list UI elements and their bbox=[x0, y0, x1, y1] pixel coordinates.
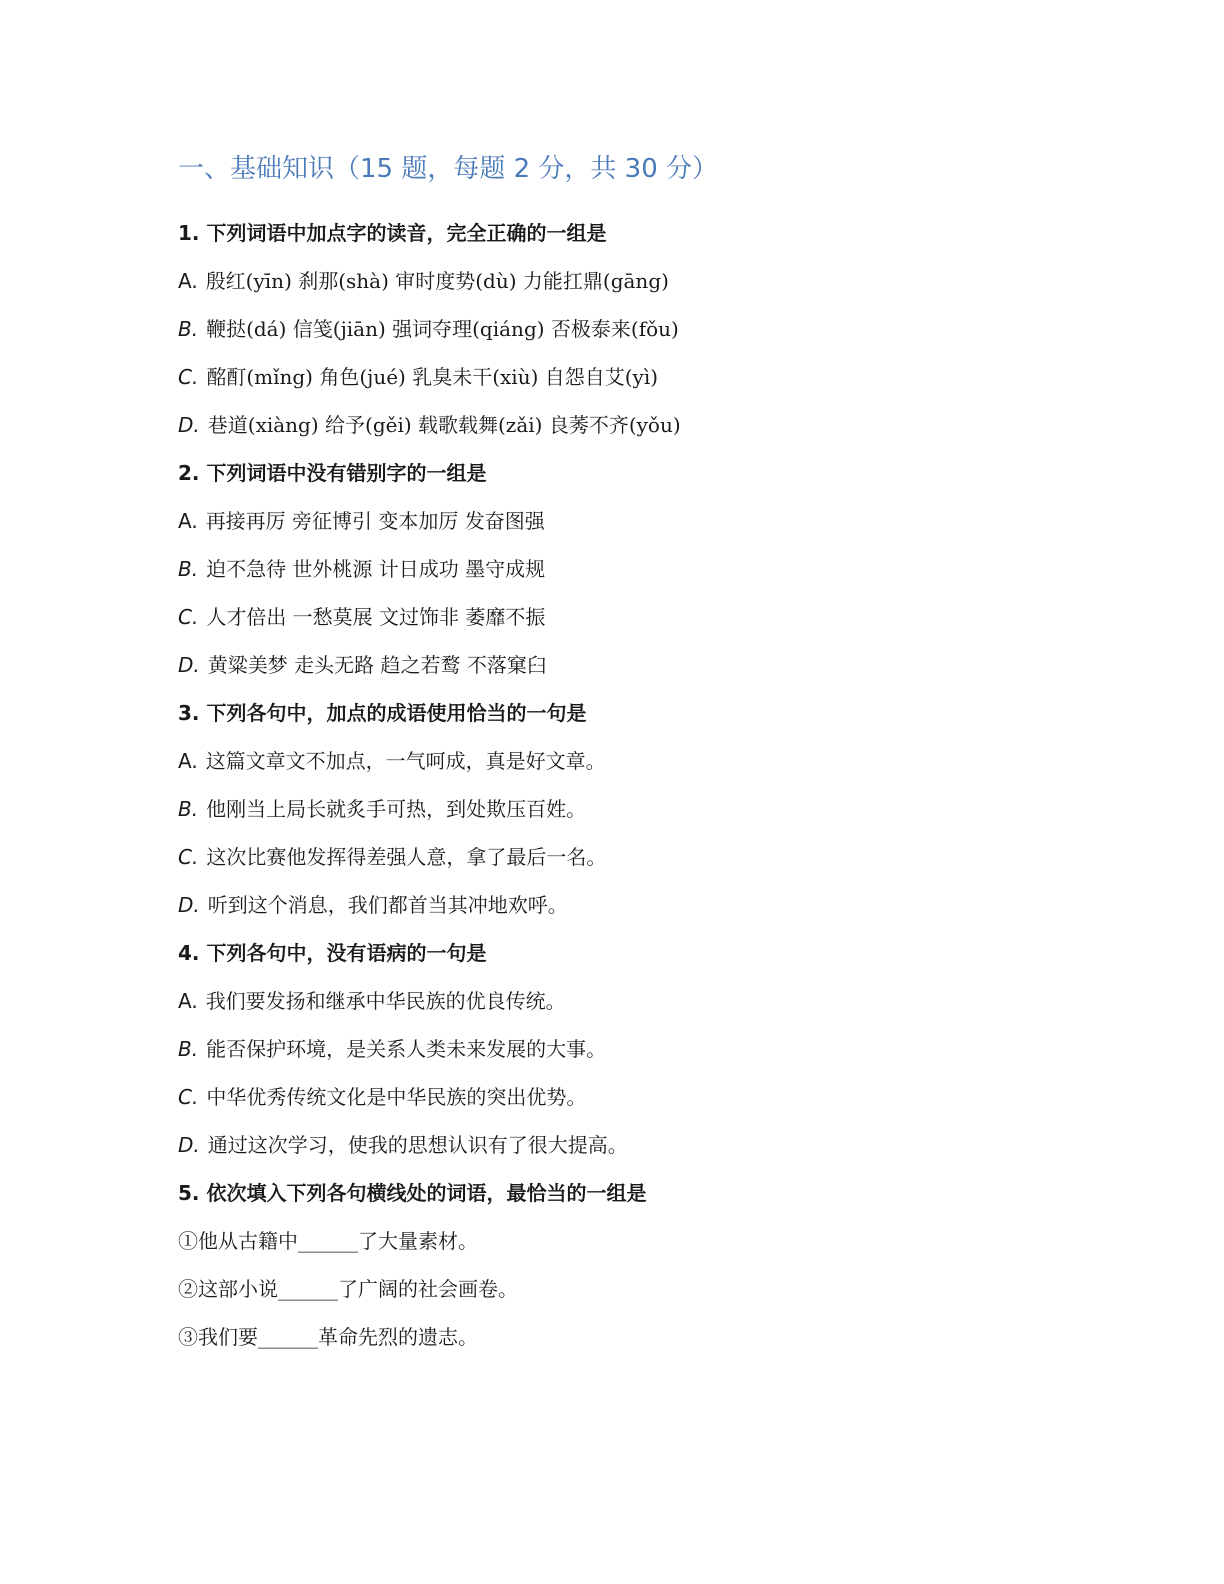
option-letter: C. bbox=[178, 1085, 199, 1109]
option-b bbox=[178, 312, 1078, 346]
option-text: 殷红(yīn) 刹那(shà) 审时度势(dù) 力能扛鼎(gāng) bbox=[205, 269, 669, 293]
option-b bbox=[178, 792, 1078, 826]
option-letter: C. bbox=[178, 365, 199, 389]
option-text: 酩酊(mǐng) 角色(jué) 乳臭未干(xiù) 自怨自艾(yì) bbox=[206, 365, 659, 389]
option-letter: B. bbox=[178, 557, 199, 581]
option-letter: C. bbox=[178, 845, 199, 869]
option-text: 中华优秀传统文化是中华民族的突出优势。 bbox=[206, 1085, 587, 1109]
option-d bbox=[178, 1128, 1078, 1162]
option-text: 迫不急待 世外桃源 计日成功 墨守成规 bbox=[206, 557, 546, 581]
option-letter: D. bbox=[178, 1133, 200, 1157]
fill-blank-sentence-2: ②这部小说______了广阔的社会画卷。 bbox=[178, 1277, 518, 1301]
option-b bbox=[178, 552, 1078, 586]
option-text: 听到这个消息，我们都首当其冲地欢呼。 bbox=[207, 893, 568, 917]
option-letter: C. bbox=[178, 605, 199, 629]
question-1 bbox=[178, 216, 1078, 442]
question-title: 4. 下列各句中，没有语病的一句是 bbox=[178, 941, 487, 965]
option-text: 人才倍出 一愁莫展 文过饰非 萎靡不振 bbox=[206, 605, 546, 629]
option-a bbox=[178, 264, 1078, 298]
section-title: 一、基础知识（15 题，每题 2 分，共 30 分） bbox=[178, 154, 719, 184]
option-c bbox=[178, 600, 1078, 634]
fill-blank-sentence-1: ①他从古籍中______了大量素材。 bbox=[178, 1229, 478, 1253]
question-title: 2. 下列词语中没有错别字的一组是 bbox=[178, 461, 487, 485]
option-letter: B. bbox=[178, 1037, 199, 1061]
option-text: 通过这次学习，使我的思想认识有了很大提高。 bbox=[207, 1133, 628, 1157]
option-letter: B. bbox=[178, 317, 199, 341]
fill-blank-sentence-3: ③我们要______革命先烈的遗志。 bbox=[178, 1325, 478, 1349]
option-text: 他刚当上局长就炙手可热，到处欺压百姓。 bbox=[206, 797, 587, 821]
question-5 bbox=[178, 1176, 1078, 1354]
option-letter: D. bbox=[178, 413, 200, 437]
question-3 bbox=[178, 696, 1078, 922]
option-letter: D. bbox=[178, 893, 200, 917]
option-letter: A. bbox=[178, 989, 198, 1013]
question-title: 3. 下列各句中，加点的成语使用恰当的一句是 bbox=[178, 701, 587, 725]
option-text: 再接再厉 旁征博引 变本加厉 发奋图强 bbox=[205, 509, 545, 533]
document-page bbox=[178, 148, 1078, 1368]
option-text: 巷道(xiàng) 给予(gěi) 载歌载舞(zǎi) 良莠不齐(yǒu) bbox=[207, 413, 681, 437]
option-b bbox=[178, 1032, 1078, 1066]
option-d bbox=[178, 648, 1078, 682]
option-d bbox=[178, 888, 1078, 922]
question-title: 1. 下列词语中加点字的读音，完全正确的一组是 bbox=[178, 221, 607, 245]
option-c bbox=[178, 840, 1078, 874]
option-a bbox=[178, 504, 1078, 538]
option-text: 我们要发扬和继承中华民族的优良传统。 bbox=[205, 989, 566, 1013]
option-text: 这次比赛他发挥得差强人意，拿了最后一名。 bbox=[206, 845, 607, 869]
option-text: 黄粱美梦 走头无路 趋之若鹜 不落窠臼 bbox=[207, 653, 547, 677]
option-letter: A. bbox=[178, 269, 198, 293]
question-4 bbox=[178, 936, 1078, 1162]
option-text: 这篇文章文不加点，一气呵成，真是好文章。 bbox=[205, 749, 606, 773]
option-d bbox=[178, 408, 1078, 442]
option-a bbox=[178, 984, 1078, 1018]
option-letter: D. bbox=[178, 653, 200, 677]
option-c bbox=[178, 1080, 1078, 1114]
option-a bbox=[178, 744, 1078, 778]
option-letter: A. bbox=[178, 509, 198, 533]
option-text: 鞭挞(dá) 信笺(jiān) 强词夺理(qiáng) 否极泰来(fǒu) bbox=[206, 317, 679, 341]
option-text: 能否保护环境，是关系人类未来发展的大事。 bbox=[206, 1037, 607, 1061]
option-letter: A. bbox=[178, 749, 198, 773]
question-2 bbox=[178, 456, 1078, 682]
option-letter: B. bbox=[178, 797, 199, 821]
option-c bbox=[178, 360, 1078, 394]
question-title: 5. 依次填入下列各句横线处的词语，最恰当的一组是 bbox=[178, 1181, 647, 1205]
